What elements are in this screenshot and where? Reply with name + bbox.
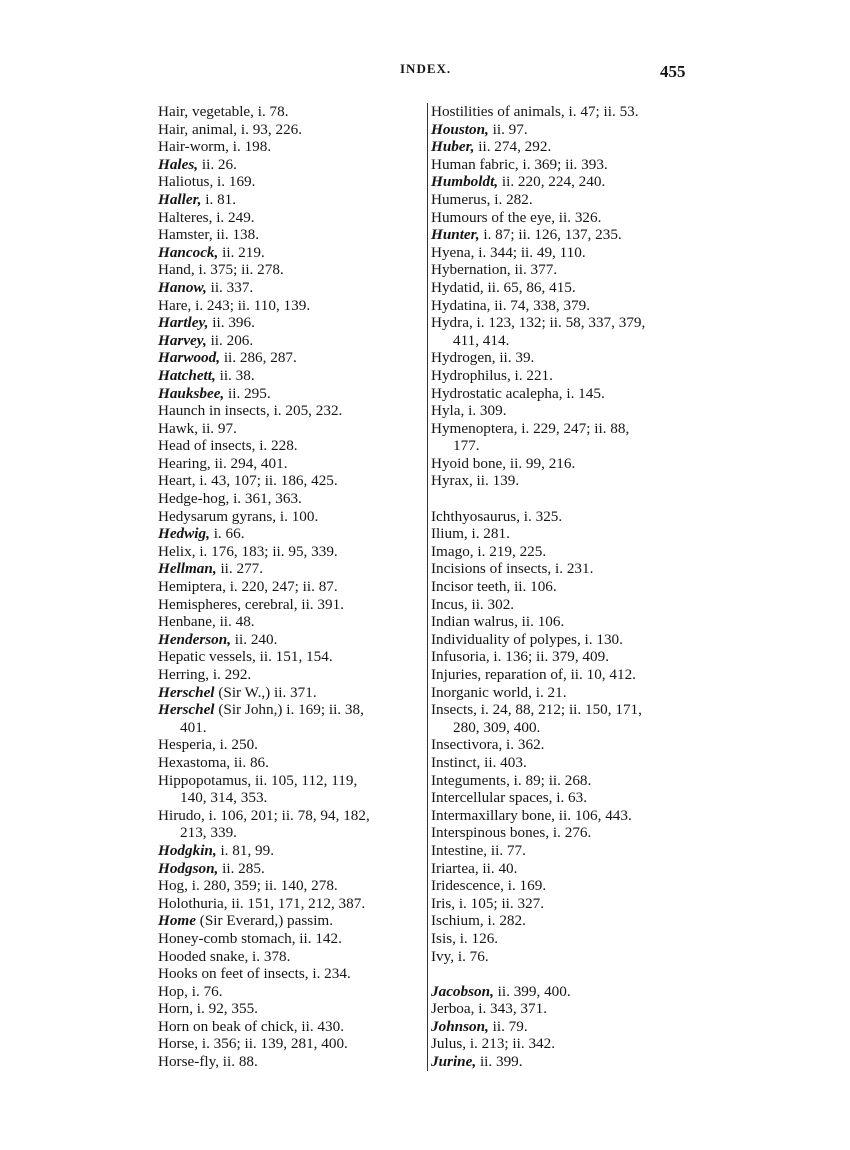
entry-text: Hawk, ii. 97. <box>158 419 237 437</box>
index-entry <box>431 385 721 403</box>
entry-text: ii. 38. <box>215 366 255 384</box>
entry-text: Helix, i. 176, 183; ii. 95, 339. <box>158 542 338 560</box>
index-entry <box>431 842 721 860</box>
index-entry <box>431 508 721 526</box>
index-entry <box>158 1000 414 1018</box>
entry-text: Hydra, i. 123, 132; ii. 58, 337, 379, <box>431 314 646 332</box>
entry-text: ii. 337. <box>206 278 254 296</box>
index-entry <box>431 1035 721 1053</box>
entry-text: Insects, i. 24, 88, 212; ii. 150, 171, <box>431 701 642 719</box>
entry-name: Haller, <box>158 190 202 208</box>
index-entry <box>158 261 414 279</box>
index-entry <box>158 437 414 455</box>
index-entry <box>158 173 414 191</box>
entry-text: Intestine, ii. 77. <box>431 841 526 859</box>
index-entry <box>158 666 414 684</box>
index-entry <box>431 121 721 139</box>
index-entry <box>431 912 721 930</box>
entry-text: Insectivora, i. 362. <box>431 736 545 754</box>
entry-name: Hunter, <box>431 226 480 244</box>
entry-text: ii. 277. <box>216 560 264 578</box>
entry-text: i. 87; ii. 126, 137, 235. <box>479 226 622 244</box>
entry-text: ii. 240. <box>231 630 278 648</box>
index-entry <box>158 1035 414 1053</box>
index-entry <box>158 701 414 736</box>
index-column-right <box>427 103 721 1071</box>
entry-text: Jerboa, i. 343, 371. <box>431 1000 547 1018</box>
index-column-left <box>158 103 414 1071</box>
entry-name: Hellman, <box>158 560 217 578</box>
index-entry <box>431 156 721 174</box>
entry-text: Hedysarum gyrans, i. 100. <box>158 507 319 525</box>
entry-name: Huber, <box>431 138 475 156</box>
index-entry <box>158 736 414 754</box>
index-entry <box>158 525 414 543</box>
entry-text: ii. 295. <box>224 384 271 402</box>
entry-text: Julus, i. 213; ii. 342. <box>431 1035 556 1053</box>
entry-name: Hodgson, <box>158 859 219 877</box>
index-entry <box>158 930 414 948</box>
entry-text: Hesperia, i. 250. <box>158 736 258 754</box>
index-entry <box>431 983 721 1001</box>
index-entry <box>431 261 721 279</box>
entry-text: ii. 274, 292. <box>474 138 552 156</box>
index-entry <box>431 472 721 490</box>
index-entry <box>158 684 414 702</box>
entry-text: Intermaxillary bone, ii. 106, 443. <box>431 806 632 824</box>
index-entry <box>158 648 414 666</box>
entry-text: Hemiptera, i. 220, 247; ii. 87. <box>158 578 338 596</box>
index-entry <box>158 420 414 438</box>
index-entry <box>431 525 721 543</box>
index-entry <box>158 877 414 895</box>
entry-text: ii. 220, 224, 240. <box>498 173 606 191</box>
index-entry <box>431 877 721 895</box>
entry-text: Indian walrus, ii. 106. <box>431 613 565 631</box>
entry-name: Henderson, <box>158 630 231 648</box>
entry-text: Intercellular spaces, i. 63. <box>431 789 588 807</box>
index-entry <box>158 754 414 772</box>
index-entry <box>431 736 721 754</box>
index-entry <box>158 860 414 878</box>
entry-text: Hydatina, ii. 74, 338, 379. <box>431 296 591 314</box>
entry-text: (Sir John,) i. 169; ii. 38, <box>214 701 364 719</box>
index-entry <box>431 860 721 878</box>
index-entry <box>158 297 414 315</box>
page-number: 455 <box>660 62 686 81</box>
index-entry <box>158 121 414 139</box>
entry-text: Interspinous bones, i. 276. <box>431 824 592 842</box>
entry-text: Hop, i. 76. <box>158 982 223 1000</box>
index-entry <box>158 613 414 631</box>
entry-text: (Sir W.,) ii. 371. <box>214 683 317 701</box>
index-entry <box>158 349 414 367</box>
index-entry <box>431 666 721 684</box>
index-entry <box>158 455 414 473</box>
index-entry <box>158 402 414 420</box>
index-entry <box>431 807 721 825</box>
entry-text: Ilium, i. 281. <box>431 525 510 543</box>
index-entry <box>431 895 721 913</box>
entry-name: Herschel <box>158 701 215 719</box>
entry-text: Hydrophilus, i. 221. <box>431 366 553 384</box>
entry-text: Head of insects, i. 228. <box>158 437 298 455</box>
entry-text: Hooks on feet of insects, i. 234. <box>158 965 351 983</box>
index-entry <box>431 613 721 631</box>
entry-text: Hexastoma, ii. 86. <box>158 753 269 771</box>
index-entry <box>158 385 414 403</box>
entry-text: ii. 399, 400. <box>493 982 571 1000</box>
index-entry <box>431 314 721 349</box>
running-header: INDEX. <box>400 61 452 76</box>
index-entry <box>431 948 721 966</box>
index-entry <box>158 103 414 121</box>
index-entry <box>431 1053 721 1071</box>
entry-text: Horn, i. 92, 355. <box>158 1000 258 1018</box>
section-spacer <box>431 965 721 983</box>
entry-continuation: 411, 414. <box>453 331 510 349</box>
index-entry <box>431 173 721 191</box>
entry-text: Hooded snake, i. 378. <box>158 947 291 965</box>
entry-name: Harwood, <box>158 349 221 367</box>
entry-text: Hydrogen, ii. 39. <box>431 349 535 367</box>
index-entry <box>431 631 721 649</box>
entry-text: ii. 206. <box>206 331 254 349</box>
index-entry <box>158 191 414 209</box>
entry-text: Integuments, i. 89; ii. 268. <box>431 771 592 789</box>
entry-text: Hyena, i. 344; ii. 49, 110. <box>431 243 586 261</box>
entry-text: i. 81, 99. <box>216 841 275 859</box>
entry-name: Herschel <box>158 683 215 701</box>
entry-text: Ichthyosaurus, i. 325. <box>431 507 563 525</box>
entry-text: ii. 286, 287. <box>220 349 297 367</box>
entry-name: Hanow, <box>158 278 207 296</box>
entry-text: Hirudo, i. 106, 201; ii. 78, 94, 182, <box>158 806 370 824</box>
entry-text: Hymenoptera, i. 229, 247; ii. 88, <box>431 419 630 437</box>
entry-continuation: 140, 314, 353. <box>180 789 268 807</box>
entry-text: Horn on beak of chick, ii. 430. <box>158 1017 345 1035</box>
index-entry <box>158 807 414 842</box>
index-entry <box>158 226 414 244</box>
index-entry <box>431 754 721 772</box>
entry-text: Horse-fly, ii. 88. <box>158 1053 258 1071</box>
section-spacer <box>431 490 721 508</box>
entry-text: Hyrax, ii. 139. <box>431 472 520 490</box>
entry-text: Hog, i. 280, 359; ii. 140, 278. <box>158 877 338 895</box>
entry-name: Jacobson, <box>431 982 494 1000</box>
entry-text: Isis, i. 126. <box>431 929 499 947</box>
index-entry <box>431 543 721 561</box>
entry-text: i. 81. <box>201 190 237 208</box>
entry-text: Holothuria, ii. 151, 171, 212, 387. <box>158 894 366 912</box>
index-entry <box>431 226 721 244</box>
entry-text: Henbane, ii. 48. <box>158 613 255 631</box>
entry-text: Halteres, i. 249. <box>158 208 255 226</box>
entry-text: ii. 285. <box>218 859 265 877</box>
entry-text: Hare, i. 243; ii. 110, 139. <box>158 296 311 314</box>
entry-text: i. 66. <box>209 525 245 543</box>
entry-text: Incus, ii. 302. <box>431 595 515 613</box>
index-entry <box>431 244 721 262</box>
entry-text: ii. 79. <box>488 1017 528 1035</box>
index-entry <box>158 895 414 913</box>
entry-text: Individuality of polypes, i. 130. <box>431 630 623 648</box>
entry-continuation: 177. <box>453 437 480 455</box>
index-entry <box>431 420 721 455</box>
entry-text: Hostilities of animals, i. 47; ii. 53. <box>431 103 639 120</box>
index-entry <box>431 701 721 736</box>
index-entry <box>158 965 414 983</box>
entry-text: Human fabric, i. 369; ii. 393. <box>431 155 608 173</box>
index-entry <box>158 508 414 526</box>
index-entry <box>158 631 414 649</box>
entry-text: Haunch in insects, i. 205, 232. <box>158 402 343 420</box>
entry-text: Ivy, i. 76. <box>431 947 489 965</box>
index-entry <box>431 1000 721 1018</box>
index-entry <box>158 244 414 262</box>
entry-text: Humerus, i. 282. <box>431 190 533 208</box>
entry-text: Hair-worm, i. 198. <box>158 138 272 156</box>
entry-text: Iris, i. 105; ii. 327. <box>431 894 545 912</box>
entry-text: Instinct, ii. 403. <box>431 753 527 771</box>
entry-text: ii. 399. <box>476 1053 523 1071</box>
entry-text: Hair, animal, i. 93, 226. <box>158 120 303 138</box>
entry-text: ii. 396. <box>208 314 255 332</box>
entry-text: ii. 97. <box>488 120 528 138</box>
index-entry <box>158 209 414 227</box>
index-entry <box>158 948 414 966</box>
index-entry <box>431 455 721 473</box>
entry-text: Iridescence, i. 169. <box>431 877 547 895</box>
index-entry <box>431 1018 721 1036</box>
index-entry <box>431 209 721 227</box>
entry-name: Hancock, <box>158 243 219 261</box>
entry-name: Home <box>158 912 196 930</box>
entry-text: Hyoid bone, ii. 99, 216. <box>431 454 576 472</box>
index-entry <box>158 156 414 174</box>
index-entry <box>431 138 721 156</box>
index-entry <box>158 842 414 860</box>
entry-text: Horse, i. 356; ii. 139, 281, 400. <box>158 1035 348 1053</box>
entry-text: Hedge-hog, i. 361, 363. <box>158 490 302 508</box>
entry-text: Heart, i. 43, 107; ii. 186, 425. <box>158 472 338 490</box>
entry-name: Harvey, <box>158 331 207 349</box>
index-entry <box>431 402 721 420</box>
index-entry <box>158 279 414 297</box>
entry-text: Hydrostatic acalepha, i. 145. <box>431 384 605 402</box>
entry-text: Honey-comb stomach, ii. 142. <box>158 929 342 947</box>
entry-name: Hartley, <box>158 314 209 332</box>
entry-text: Hemispheres, cerebral, ii. 391. <box>158 595 344 613</box>
entry-text: Hearing, ii. 294, 401. <box>158 454 288 472</box>
entry-text: Iriartea, ii. 40. <box>431 859 518 877</box>
entry-text: Hand, i. 375; ii. 278. <box>158 261 284 279</box>
entry-text: Incisor teeth, ii. 106. <box>431 578 557 596</box>
index-entry <box>158 332 414 350</box>
entry-text: Hybernation, ii. 377. <box>431 261 558 279</box>
index-entry <box>431 824 721 842</box>
index-entry <box>158 367 414 385</box>
entry-name: Johnson, <box>431 1017 489 1035</box>
index-entry <box>431 789 721 807</box>
entry-text: ii. 219. <box>218 243 265 261</box>
entry-text: Hippopotamus, ii. 105, 112, 119, <box>158 771 358 789</box>
index-entry <box>158 1018 414 1036</box>
index-entry <box>158 490 414 508</box>
index-entry <box>158 983 414 1001</box>
index-entry <box>431 596 721 614</box>
entry-text: Ischium, i. 282. <box>431 912 526 930</box>
index-entry <box>431 930 721 948</box>
index-entry <box>431 349 721 367</box>
entry-text: Hair, vegetable, i. 78. <box>158 103 289 120</box>
index-entry <box>158 772 414 807</box>
index-entry <box>158 912 414 930</box>
index-entry <box>431 191 721 209</box>
entry-text: Imago, i. 219, 225. <box>431 542 547 560</box>
entry-text: Herring, i. 292. <box>158 666 252 683</box>
entry-text: Incisions of insects, i. 231. <box>431 560 594 578</box>
entry-text: Humours of the eye, ii. 326. <box>431 208 602 226</box>
entry-name: Jurine, <box>431 1053 477 1071</box>
entry-text: (Sir Everard,) passim. <box>195 912 334 930</box>
entry-name: Hedwig, <box>158 525 210 543</box>
entry-name: Humboldt, <box>431 173 499 191</box>
index-entry <box>431 684 721 702</box>
index-entry <box>431 578 721 596</box>
entry-name: Hales, <box>158 155 199 173</box>
index-entry <box>431 560 721 578</box>
entry-continuation: 213, 339. <box>180 824 237 842</box>
entry-text: Hepatic vessels, ii. 151, 154. <box>158 648 333 666</box>
index-entry <box>431 279 721 297</box>
entry-text: Injuries, reparation of, ii. 10, 412. <box>431 666 636 683</box>
index-entry <box>158 596 414 614</box>
entry-text: Haliotus, i. 169. <box>158 173 256 191</box>
index-entry <box>431 297 721 315</box>
index-entry <box>158 138 414 156</box>
entry-text: Infusoria, i. 136; ii. 379, 409. <box>431 648 610 666</box>
index-entry <box>431 648 721 666</box>
index-entry <box>431 103 721 121</box>
entry-name: Hauksbee, <box>158 384 225 402</box>
index-entry <box>431 772 721 790</box>
entry-text: Inorganic world, i. 21. <box>431 683 567 701</box>
entry-name: Houston, <box>431 120 489 138</box>
entry-continuation: 280, 309, 400. <box>453 718 541 736</box>
entry-text: ii. 26. <box>198 155 237 173</box>
entry-name: Hodgkin, <box>158 841 217 859</box>
entry-text: Hamster, ii. 138. <box>158 226 260 244</box>
entry-continuation: 401. <box>180 718 207 736</box>
entry-text: Hyla, i. 309. <box>431 402 507 420</box>
index-entry <box>158 560 414 578</box>
index-entry <box>158 543 414 561</box>
index-entry <box>158 1053 414 1071</box>
entry-text: Hydatid, ii. 65, 86, 415. <box>431 278 576 296</box>
index-entry <box>431 367 721 385</box>
index-entry <box>158 578 414 596</box>
index-entry <box>158 314 414 332</box>
index-entry <box>158 472 414 490</box>
entry-name: Hatchett, <box>158 366 216 384</box>
